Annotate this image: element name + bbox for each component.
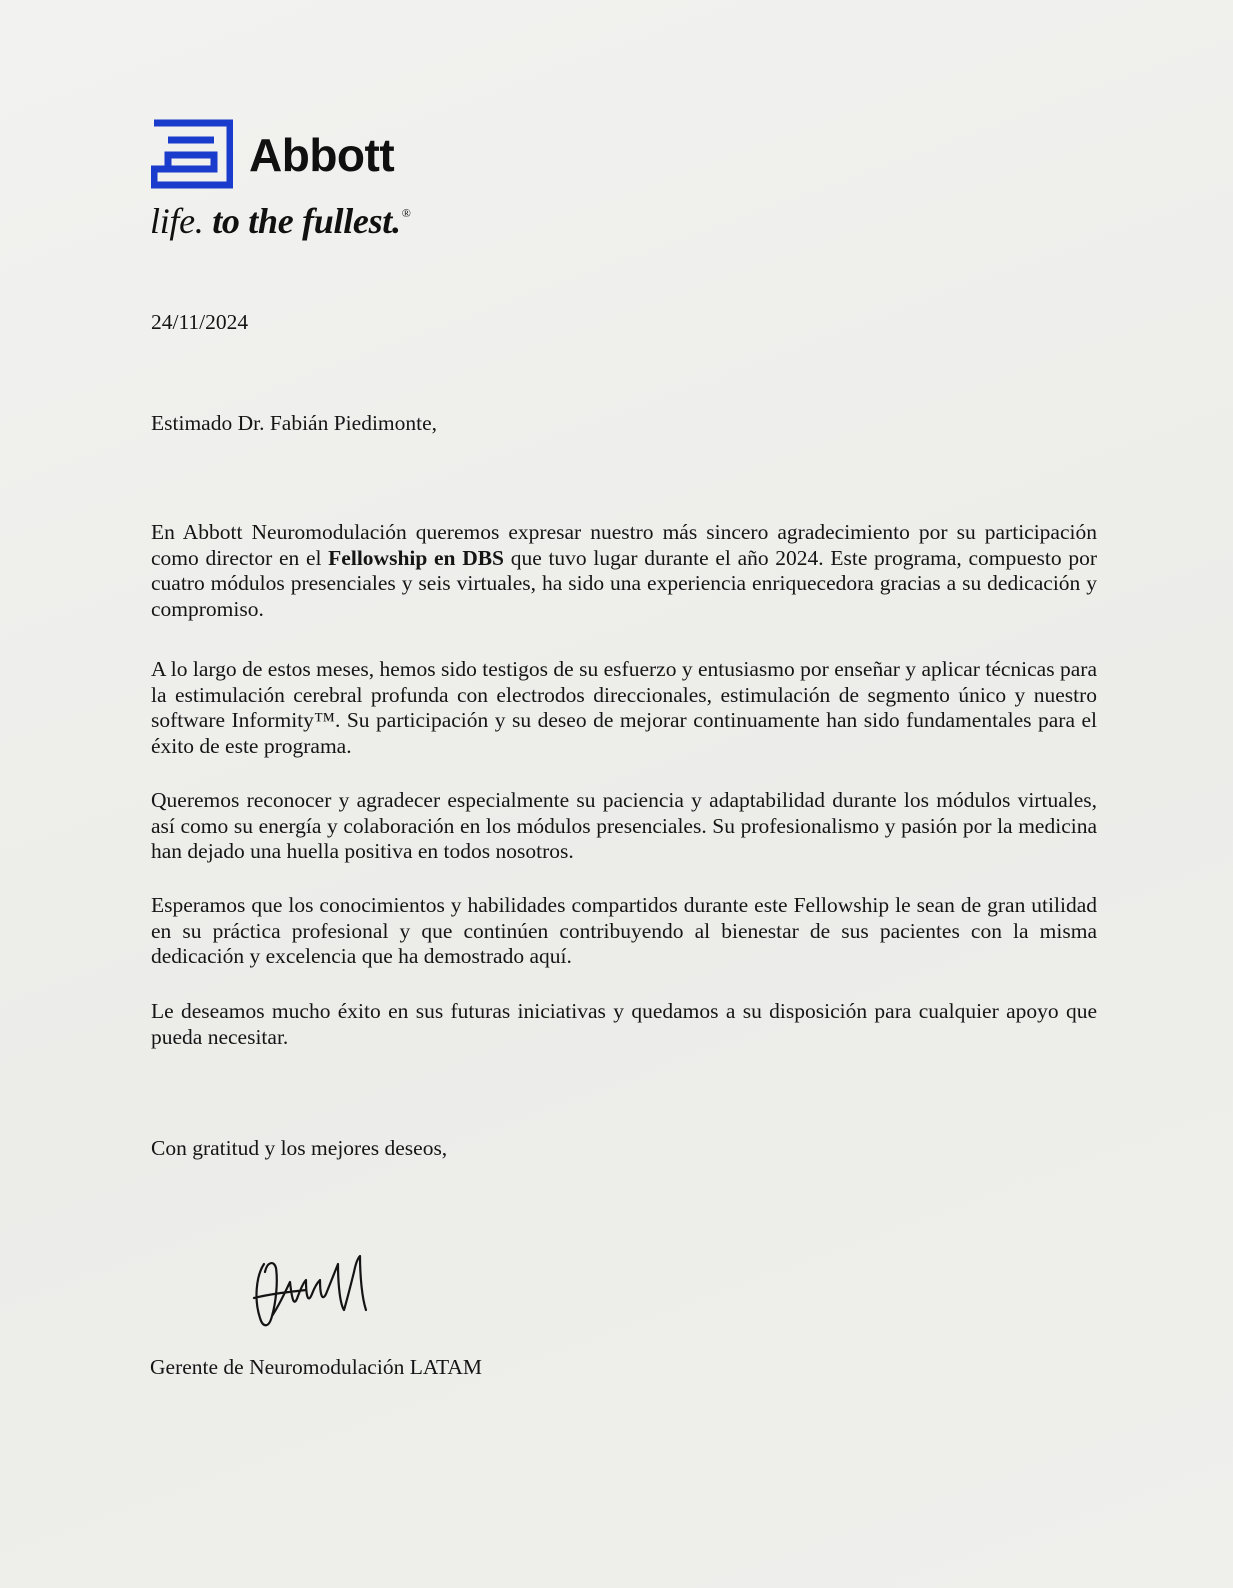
brand-tagline [150,200,411,242]
paragraph-1-start: En Abbott Neuromodulación queremos expresar nuestro más sincero agradecimiento por su participación como director en el [151,520,1097,570]
salutation: Estimado Dr. Fabián Piedimonte, [151,411,438,435]
paragraph-5: Le deseamos mucho éxito en sus futuras iniciativas y quedamos a su disposición para cualquier apoyo que pueda necesitar. [151,999,1097,1049]
paragraph-1-end: que tuvo lugar durante el año 2024. Este programa, compuesto por cuatro módulos presenciales y seis virtuales, ha sido una experiencia enriquecedora gracias a su dedicación y compromiso. [151,545,1097,621]
paragraph-3: Queremos reconocer y agradecer especialmente su paciencia y adaptabilidad durante los módulos virtuales, así como su energía y colaboración en los módulos presenciales. Su profesionalismo y pasión por la medicina han dejado una huella positiva en todos nosotros. [151,788,1097,864]
letter-date: 24/11/2024 [151,310,249,334]
brand-name: Abbott [249,129,395,181]
abbott-logo [151,119,394,189]
handwritten-signature [250,1254,374,1336]
abbott-logo-mark-icon [151,119,233,189]
paragraph-1-emphasis: Fellowship en DBS [328,545,505,570]
paragraph-2: A lo largo de estos meses, hemos sido testigos de su esfuerzo y entusiasmo por enseñar y aplicar técnicas para la estimulación cerebral profunda con electrodos direccionales, estimulación de segmento único y nuestro software Informity™. Su participación y su deseo de mejorar continuamente han sido fundamentales para el éxito de este programa. [151,657,1097,758]
signer-title: Gerente de Neuromodulación LATAM [150,1355,483,1379]
registered-mark: ® [401,206,411,220]
closing-line: Con gratitud y los mejores deseos, [151,1136,448,1160]
paragraph-4: Esperamos que los conocimientos y habilidades compartidos durante este Fellowship le sean de gran utilidad en su práctica profesional y que continúen contribuyendo al bienestar de sus pacientes con la misma dedicación y excelencia que ha demostrado aquí. [151,893,1097,969]
paragraph-1 [151,520,1097,622]
tagline-life: life. [150,201,204,241]
tagline-to-the-fullest: to the fullest. [212,201,401,241]
